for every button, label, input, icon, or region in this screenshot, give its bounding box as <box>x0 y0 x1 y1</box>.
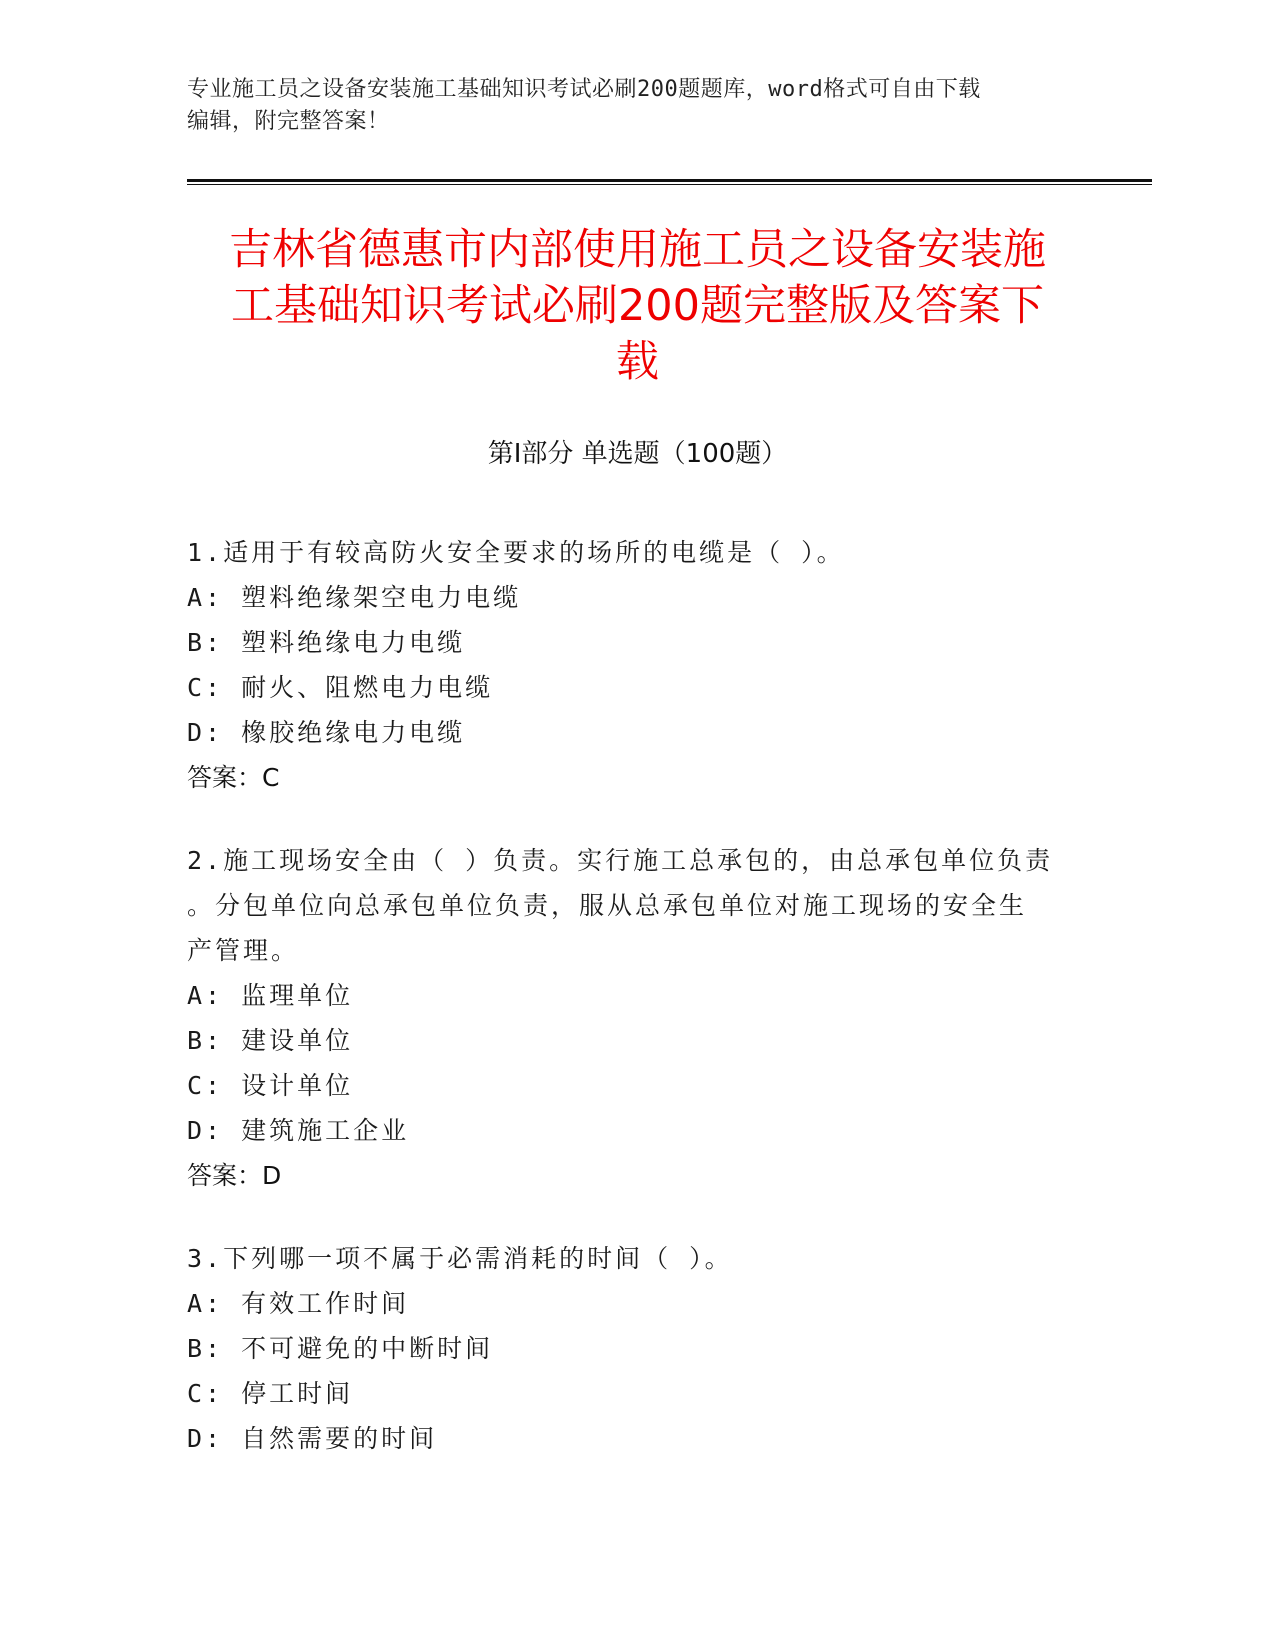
answer: 答案：D <box>187 1161 282 1190</box>
question-list <box>187 530 1087 1499</box>
option-b: B: 塑料绝缘电力电缆 <box>187 628 466 657</box>
header-divider-thick <box>187 179 1152 182</box>
question-text-line-1: 2.施工现场安全由（ ）负责。实行施工总承包的，由总承包单位负责 <box>187 846 1054 875</box>
option-d: D: 自然需要的时间 <box>187 1424 438 1453</box>
question-text: 1.适用于有较高防火安全要求的场所的电缆是（ ）。 <box>187 538 845 567</box>
section-title: 第Ⅰ部分 单选题（100题） <box>487 439 788 469</box>
option-b: B: 建设单位 <box>187 1026 354 1055</box>
answer: 答案：C <box>187 763 280 792</box>
document-title-line-1: 吉林省德惠市内部使用施工员之设备安装施 <box>229 225 1046 275</box>
option-a: A: 有效工作时间 <box>187 1289 410 1318</box>
header-note-line-1: 专业施工员之设备安装施工基础知识考试必刷200题题库，word格式可自由下载 <box>187 77 981 102</box>
option-c: C: 停工时间 <box>187 1379 354 1408</box>
question-text-line-3: 产管理。 <box>187 936 300 965</box>
question-1 <box>187 530 1087 800</box>
option-b: B: 不可避免的中断时间 <box>187 1334 494 1363</box>
document-title-line-3: 载 <box>616 337 659 387</box>
question-text-line-2: 。分包单位向总承包单位负责，服从总承包单位对施工现场的安全生 <box>187 891 1028 920</box>
option-a: A: 监理单位 <box>187 981 354 1010</box>
document-title <box>190 222 1085 390</box>
header-note <box>187 74 1087 138</box>
document-title-line-2: 工基础知识考试必刷200题完整版及答案下 <box>230 281 1045 331</box>
option-a: A: 塑料绝缘架空电力电缆 <box>187 583 522 612</box>
question-3 <box>187 1236 1087 1461</box>
header-note-line-2: 编辑，附完整答案！ <box>187 109 390 134</box>
option-c: C: 设计单位 <box>187 1071 354 1100</box>
option-d: D: 橡胶绝缘电力电缆 <box>187 718 466 747</box>
header-divider-thin <box>187 184 1152 185</box>
option-d: D: 建筑施工企业 <box>187 1116 410 1145</box>
question-text: 3.下列哪一项不属于必需消耗的时间（ ）。 <box>187 1244 733 1273</box>
question-2 <box>187 838 1087 1198</box>
option-c: C: 耐火、阻燃电力电缆 <box>187 673 494 702</box>
